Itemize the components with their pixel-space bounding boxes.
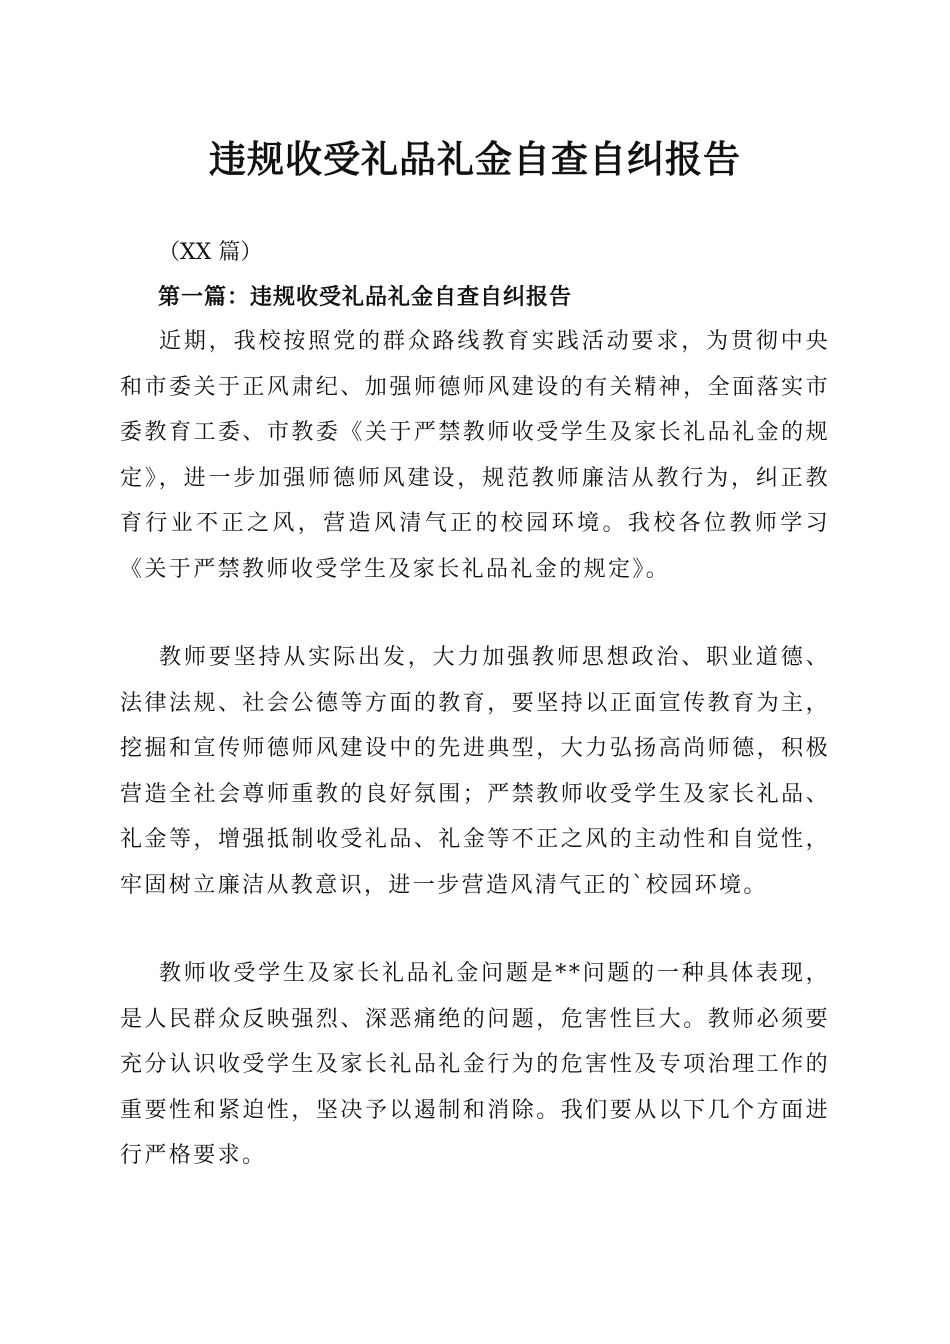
document-title: 违规收受礼品礼金自查自纠报告 — [209, 137, 741, 181]
paragraph: 教师收受学生及家长礼品礼金问题是**问题的一种具体表现，是人民群众反映强烈、深恶痛绝的问题，危害性巨大。教师必须要充分认识收受学生及家长礼品礼金行为的危害性及专项治理工作的重要性和紧迫性，坚决予以遏制和消除。我们要从以下几个方面进行严格要求。 — [120, 961, 830, 1168]
paragraph: 近期，我校按照党的群众路线教育实践活动要求，为贯彻中央和市委关于正风肃纪、加强师德师风建设的有关精神，全面落实市委教育工委、市教委《关于严禁教师收受学生及家长礼品礼金的规定》，进一步加强师德师风建设，规范教师廉洁从教行为，纠正教育行业不正之风，营造风清气正的校园环境。我校各位教师学习《关于严禁教师收受学生及家长礼品礼金的规定》。 — [120, 329, 830, 582]
section-heading: 第一篇：违规收受礼品礼金自查自纠报告 — [158, 284, 573, 310]
paragraph: 教师要坚持从实际出发，大力加强教师思想政治、职业道德、法律法规、社会公德等方面的教育，要坚持以正面宣传教育为主，挖掘和宣传师德师风建设中的先进典型，大力弘扬高尚师德，积极营造全社会尊师重教的良好氛围；严禁教师收受学生及家长礼品、礼金等，增强抵制收受礼品、礼金等不正之风的主动性和自觉性，牢固树立廉洁从教意识，进一步营造风清气正的`校园环境。 — [120, 645, 830, 898]
document-subtitle: （XX 篇） — [158, 240, 263, 265]
